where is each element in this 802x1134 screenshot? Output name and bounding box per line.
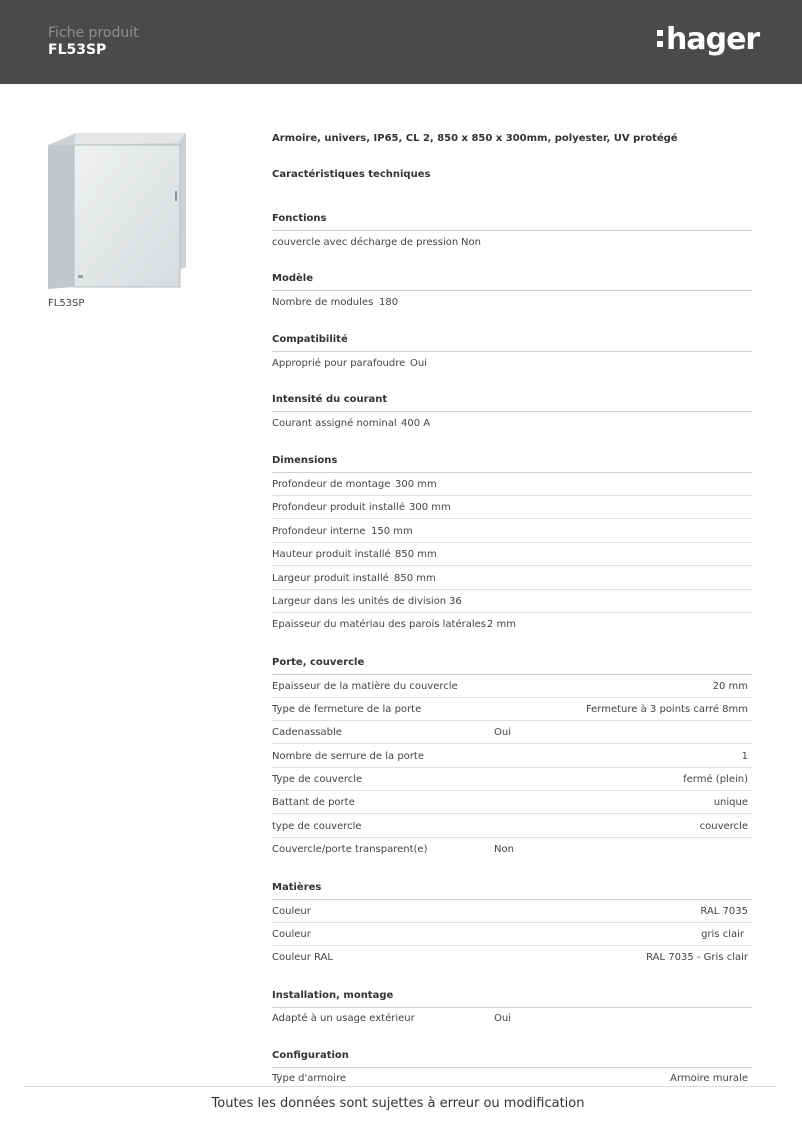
section-fonctions: Fonctions [272, 208, 752, 231]
spec-row: Largeur produit installé 850 mm [272, 567, 752, 590]
spec-row: Couleur RAL 7035 [272, 900, 752, 923]
spec-row: Type de couvercle fermé (plein) [272, 768, 752, 791]
section-compatibilite: Compatibilité [272, 329, 752, 352]
spec-row: Couleur gris clair [272, 923, 752, 946]
spec-row: couvercle avec décharge de pression Non [272, 237, 481, 248]
section-modele: Modèle [272, 268, 752, 291]
footer-divider [24, 1086, 776, 1087]
spec-row: Profondeur interne 150 mm [272, 520, 752, 543]
spec-row: Epaisseur du matériau des parois latérales 2 mm [272, 619, 517, 630]
spec-row: Profondeur produit installé 300 mm [272, 496, 752, 519]
image-caption: FL53SP [48, 298, 85, 309]
product-title: Armoire, univers, IP65, CL 2, 850 x 850 x 300mm, polyester, UV protégé [272, 133, 678, 144]
spec-row: Profondeur de montage 300 mm [272, 473, 752, 496]
spec-row: Couvercle/porte transparent(e) Non [272, 844, 514, 855]
spec-row: Largeur dans les unités de division 36 [272, 590, 752, 613]
spec-row: type de couvercle couvercle [272, 815, 752, 838]
door-label [78, 275, 83, 278]
spec-row: Cadenassable Oui [272, 721, 752, 744]
spec-row: Hauteur produit installé 850 mm [272, 543, 752, 566]
cabinet-side [48, 145, 74, 289]
document-type: Fiche produit [48, 25, 139, 41]
section-porte-couvercle: Porte, couvercle [272, 652, 752, 675]
cabinet-door [74, 145, 180, 287]
door-handle [175, 191, 177, 201]
section-dimensions: Dimensions [272, 450, 752, 473]
section-installation: Installation, montage [272, 985, 752, 1008]
product-code: FL53SP [48, 42, 107, 58]
section-configuration: Configuration [272, 1045, 752, 1068]
spec-row: Nombre de serrure de la porte 1 [272, 745, 752, 768]
spec-row: Type d'armoire Armoire murale [272, 1073, 748, 1084]
logo-text: hager [666, 22, 760, 57]
hager-logo [657, 22, 759, 58]
footer-disclaimer: Toutes les données sont sujettes à erreur ou modification [211, 1096, 585, 1111]
spec-row: Courant assigné nominal 400 A [272, 418, 431, 429]
section-intensite: Intensité du courant [272, 389, 752, 412]
spec-row: Type de fermeture de la porte Fermeture à 3 points carré 8mm [272, 698, 752, 721]
logo-colon-icon [657, 30, 664, 50]
section-matieres: Matières [272, 877, 752, 900]
page-header [0, 0, 802, 84]
spec-row: Nombre de modules 180 [272, 297, 399, 308]
product-image [48, 131, 188, 291]
spec-row: Battant de porte unique [272, 791, 752, 814]
spec-row: Epaisseur de la matière du couvercle 20 mm [272, 675, 752, 698]
spec-row: Approprié pour parafoudre Oui [272, 358, 427, 369]
specs-heading: Caractéristiques techniques [272, 169, 431, 180]
spec-row: Couleur RAL RAL 7035 - Gris clair [272, 952, 748, 963]
spec-row: Adapté à un usage extérieur Oui [272, 1013, 511, 1024]
